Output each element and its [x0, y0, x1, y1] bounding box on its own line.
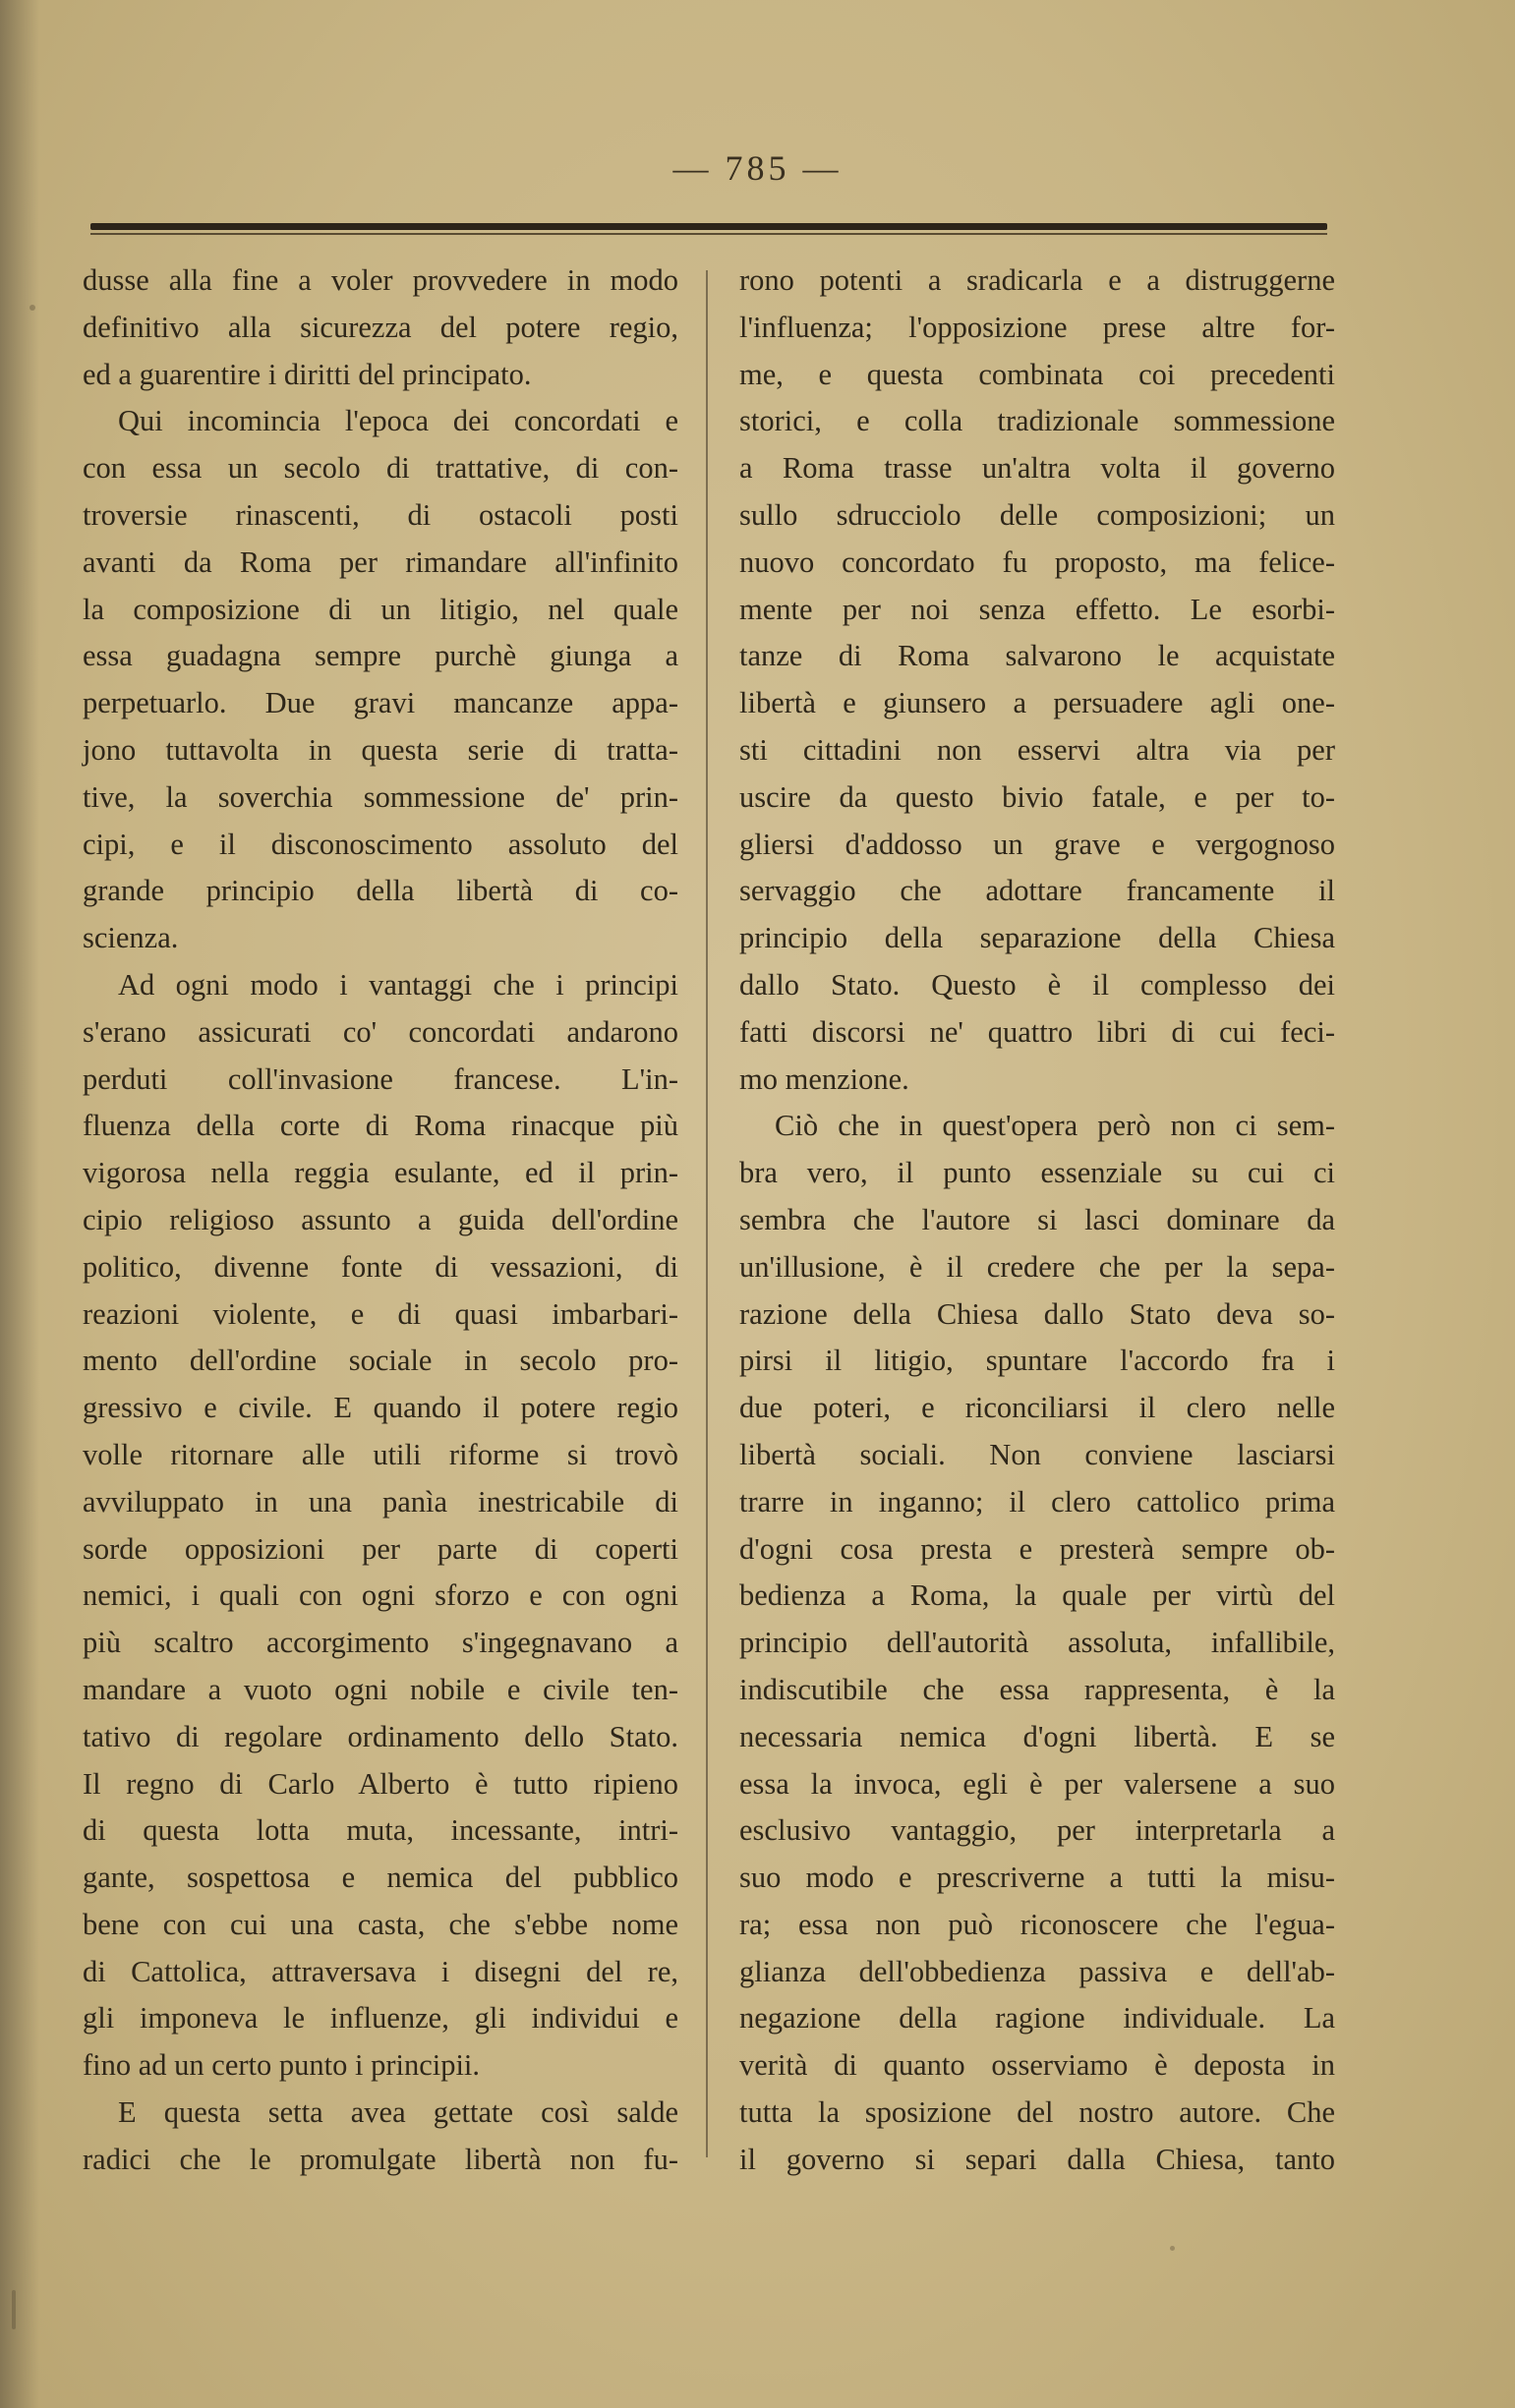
- text-line: gliersi d'addosso un grave e vergognoso: [739, 827, 1335, 861]
- text-line: gli imponeva le influenze, gli individui e: [83, 2001, 678, 2035]
- text-line: storici, e colla tradizionale sommessione: [739, 404, 1335, 438]
- text-line: volle ritornare alle utili riforme si trovò: [83, 1437, 678, 1471]
- text-line: rono potenti a sradicarla e a distruggerne: [739, 263, 1335, 297]
- text-line: negazione della ragione individuale. La: [739, 2001, 1335, 2035]
- text-line: a Roma trasse un'altra volta il governo: [739, 451, 1335, 486]
- text-line: grande principio della libertà di co-: [83, 874, 678, 908]
- text-line: bene con cui una casta, che s'ebbe nome: [83, 1907, 678, 1941]
- text-line: mo menzione.: [739, 1061, 909, 1096]
- text-line: definitivo alla sicurezza del potere regio,: [83, 310, 678, 344]
- text-line: Ciò che in quest'opera però non ci sem-: [775, 1109, 1335, 1143]
- text-line: esclusivo vantaggio, per interpretarla a: [739, 1813, 1335, 1848]
- page-number: — 785 —: [672, 148, 843, 188]
- text-line: troversie rinascenti, di ostacoli posti: [83, 497, 678, 532]
- text-line: s'erano assicurati co' concordati andarono: [83, 1014, 678, 1049]
- text-line: fino ad un certo punto i principii.: [83, 2048, 481, 2083]
- text-line: glianza dell'obbedienza passiva e dell'ab-: [739, 1954, 1335, 1988]
- text-line: di questa lotta muta, incessante, intri-: [83, 1813, 678, 1848]
- text-line: suo modo e prescriverne a tutti la misu-: [739, 1861, 1335, 1895]
- text-line: vigorosa nella reggia esulante, ed il prin-: [83, 1156, 678, 1190]
- text-line: perduti coll'invasione francese. L'in-: [83, 1061, 678, 1096]
- text-line: scienza.: [83, 921, 179, 955]
- paper-speck: [1170, 2246, 1175, 2251]
- text-line: gressivo e civile. E quando il potere regio: [83, 1391, 678, 1425]
- text-line: mento dell'ordine sociale in secolo pro-: [83, 1344, 678, 1378]
- text-line: libertà sociali. Non conviene lasciarsi: [739, 1437, 1335, 1471]
- text-line: essa guadagna sempre purchè giunga a: [83, 639, 678, 673]
- text-line: fatti discorsi ne' quattro libri di cui feci-: [739, 1014, 1335, 1049]
- left-text-column: [83, 258, 678, 2184]
- text-line: Qui incomincia l'epoca dei concordati e: [118, 404, 678, 438]
- text-line: pirsi il litigio, spuntare l'accordo fra i: [739, 1344, 1335, 1378]
- text-line: avviluppato in una panìa inestricabile di: [83, 1484, 678, 1519]
- text-line: la composizione di un litigio, nel quale: [83, 592, 678, 626]
- text-line: dusse alla fine a voler provvedere in modo: [83, 263, 678, 297]
- text-line: Il regno di Carlo Alberto è tutto ripieno: [83, 1766, 678, 1801]
- text-line: di Cattolica, attraversava i disegni del re,: [83, 1954, 678, 1988]
- text-line: E questa setta avea gettate così salde: [118, 2095, 678, 2130]
- paper-stain: [12, 2290, 16, 2329]
- text-line: cipio religioso assunto a guida dell'ordine: [83, 1202, 678, 1236]
- text-line: il governo si separi dalla Chiesa, tanto: [739, 2142, 1335, 2176]
- binding-shadow: [0, 0, 39, 2408]
- text-line: libertà e giunsero a persuadere agli one-: [739, 686, 1335, 720]
- text-line: gante, sospettosa e nemica del pubblico: [83, 1861, 678, 1895]
- text-line: tativo di regolare ordinamento dello Stato.: [83, 1719, 678, 1753]
- text-line: necessaria nemica d'ogni libertà. E se: [739, 1719, 1335, 1753]
- text-line: l'influenza; l'opposizione prese altre for-: [739, 310, 1335, 344]
- text-line: nemici, i quali con ogni sforzo e con ogni: [83, 1578, 678, 1613]
- header-rule-thin: [90, 233, 1327, 235]
- text-line: mente per noi senza effetto. Le esorbi-: [739, 592, 1335, 626]
- text-line: ra; essa non può riconoscere che l'egua-: [739, 1907, 1335, 1941]
- text-line: avanti da Roma per rimandare all'infinito: [83, 545, 678, 579]
- text-line: con essa un secolo di trattative, di con-: [83, 451, 678, 486]
- text-line: principio della separazione della Chiesa: [739, 921, 1335, 955]
- text-line: me, e questa combinata coi precedenti: [739, 357, 1335, 391]
- text-line: sullo sdrucciolo delle composizioni; un: [739, 497, 1335, 532]
- text-line: politico, divenne fonte di vessazioni, di: [83, 1249, 678, 1284]
- text-line: perpetuarlo. Due gravi mancanze appa-: [83, 686, 678, 720]
- text-line: dallo Stato. Questo è il complesso dei: [739, 967, 1335, 1002]
- text-line: bedienza a Roma, la quale per virtù del: [739, 1578, 1335, 1613]
- text-line: cipi, e il disconoscimento assoluto del: [83, 827, 678, 861]
- header-rule: [90, 223, 1327, 230]
- text-line: tive, la soverchia sommessione de' prin-: [83, 779, 678, 814]
- text-line: fluenza della corte di Roma rinacque più: [83, 1109, 678, 1143]
- paper-speck: [29, 305, 35, 311]
- text-line: bra vero, il punto essenziale su cui ci: [739, 1156, 1335, 1190]
- text-line: servaggio che adottare francamente il: [739, 874, 1335, 908]
- text-line: jono tuttavolta in questa serie di tratta-: [83, 732, 678, 767]
- text-line: tanze di Roma salvarono le acquistate: [739, 639, 1335, 673]
- text-line: mandare a vuoto ogni nobile e civile ten-: [83, 1672, 678, 1706]
- text-line: principio dell'autorità assoluta, infallibile,: [739, 1626, 1335, 1660]
- text-line: due poteri, e riconciliarsi il clero nelle: [739, 1391, 1335, 1425]
- text-line: d'ogni cosa presta e presterà sempre ob-: [739, 1531, 1335, 1566]
- text-line: trarre in inganno; il clero cattolico prima: [739, 1484, 1335, 1519]
- text-line: un'illusione, è il credere che per la sepa-: [739, 1249, 1335, 1284]
- text-line: essa la invoca, egli è per valersene a suo: [739, 1766, 1335, 1801]
- text-line: sembra che l'autore si lasci dominare da: [739, 1202, 1335, 1236]
- column-divider: [706, 270, 708, 2157]
- right-text-column: [739, 258, 1335, 2184]
- text-line: radici che le promulgate libertà non fu-: [83, 2142, 678, 2176]
- text-line: sorde opposizioni per parte di coperti: [83, 1531, 678, 1566]
- text-line: indiscutibile che essa rappresenta, è la: [739, 1672, 1335, 1706]
- text-line: tutta la sposizione del nostro autore. Che: [739, 2095, 1335, 2130]
- text-line: ed a guarentire i diritti del principato.: [83, 357, 532, 391]
- text-line: verità di quanto osserviamo è deposta in: [739, 2048, 1335, 2083]
- text-line: Ad ogni modo i vantaggi che i principi: [118, 967, 678, 1002]
- text-line: sti cittadini non esservi altra via per: [739, 732, 1335, 767]
- text-line: razione della Chiesa dallo Stato deva so-: [739, 1296, 1335, 1331]
- text-line: uscire da questo bivio fatale, e per to-: [739, 779, 1335, 814]
- text-line: reazioni violente, e di quasi imbarbari-: [83, 1296, 678, 1331]
- text-line: più scaltro accorgimento s'ingegnavano a: [83, 1626, 678, 1660]
- text-line: nuovo concordato fu proposto, ma felice-: [739, 545, 1335, 579]
